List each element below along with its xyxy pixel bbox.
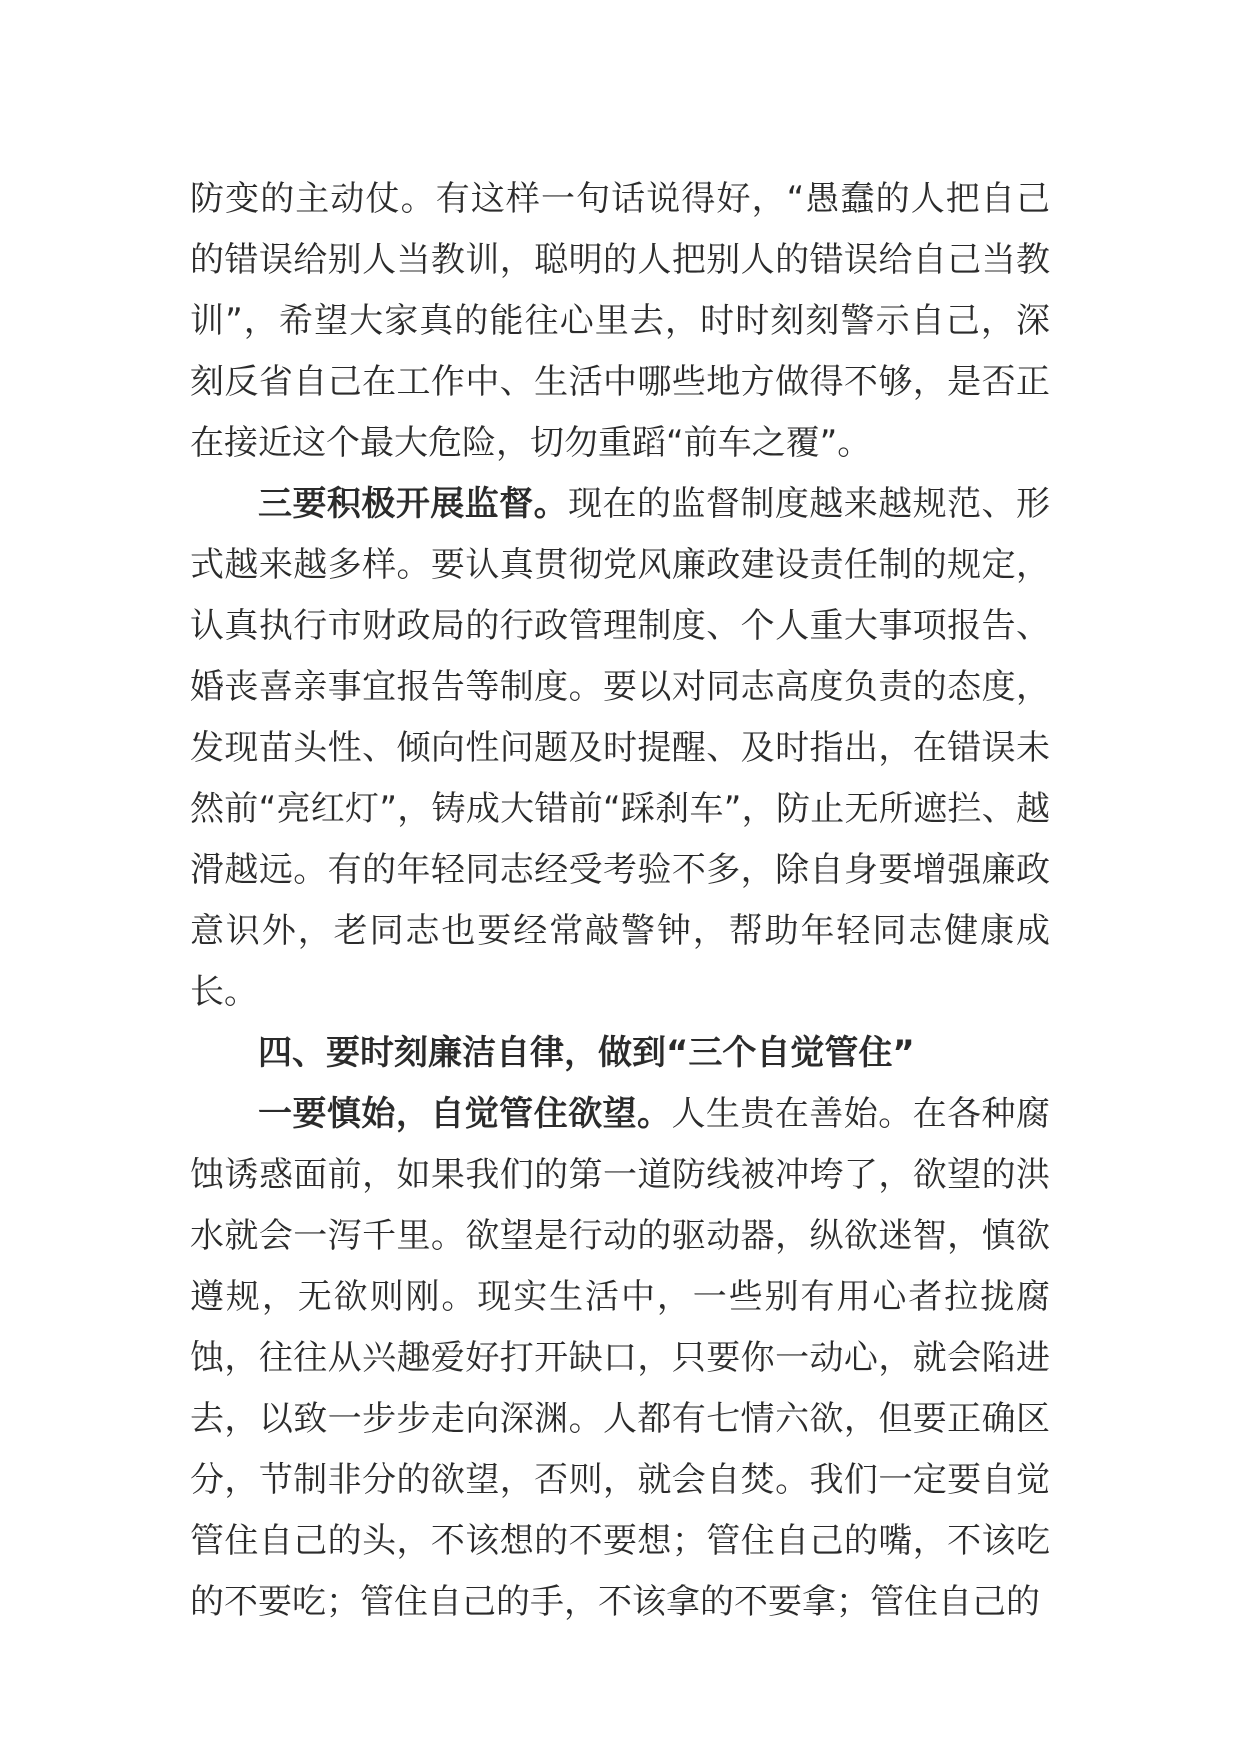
paragraph-body-supervision: 现在的监督制度越来越规范、形式越来越多样。要认真贯彻党风廉政建设责任制的规定，认真执行市财政局的行政管理制度、个人重大事项报告、婚丧喜亲事宜报告等制度。要以对同志高度负责的态度，发现苗头性、倾向性问题及时提醒、及时指出，在错误未然前“亮红灯”，铸成大错前“踩刹车”，防止无所遮拦、越滑越远。有的年轻同志经受考验不多，除自身要增强廉政意识外，老同志也要经常敲警钟，帮助年轻同志健康成长。 [190,484,1051,1012]
paragraph-body-desire: 人生贵在善始。在各种腐蚀诱惑面前，如果我们的第一道防线被冲垮了，欲望的洪水就会一泻千里。欲望是行动的驱动器，纵欲迷智，慎欲遵规，无欲则刚。现实生活中，一些别有用心者拉拢腐蚀，往往从兴趣爱好打开缺口，只要你一动心，就会陷进去，以致一步步走向深渊。人都有七情六欲，但要正确区分，节制非分的欲望，否则，就会自焚。我们一定要自觉管住自己的头，不该想的不要想；管住自己的嘴，不该吃的不要吃；管住自己的手，不该拿的不要拿；管住自己的 [190,1094,1051,1622]
paragraph-lead-desire: 一要慎始，自觉管住欲望。 [258,1094,672,1134]
paragraph-lead-supervision: 三要积极开展监督。 [258,484,569,524]
section-heading-four: 四、要时刻廉洁自律，做到“三个自觉管住” [258,1033,915,1073]
document-page [190,169,1050,1633]
paragraph-desire [190,1084,1050,1633]
paragraph-continuation: 防变的主动仗。有这样一句话说得好，“愚蠢的人把自己的错误给别人当教训，聪明的人把别人的错误给自己当教训”，希望大家真的能往心里去，时时刻刻警示自己，深刻反省自己在工作中、生活中哪些地方做得不够，是否正在接近这个最大危险，切勿重蹈“前车之覆”。 [190,179,1050,463]
paragraph-supervision [190,474,1050,1023]
